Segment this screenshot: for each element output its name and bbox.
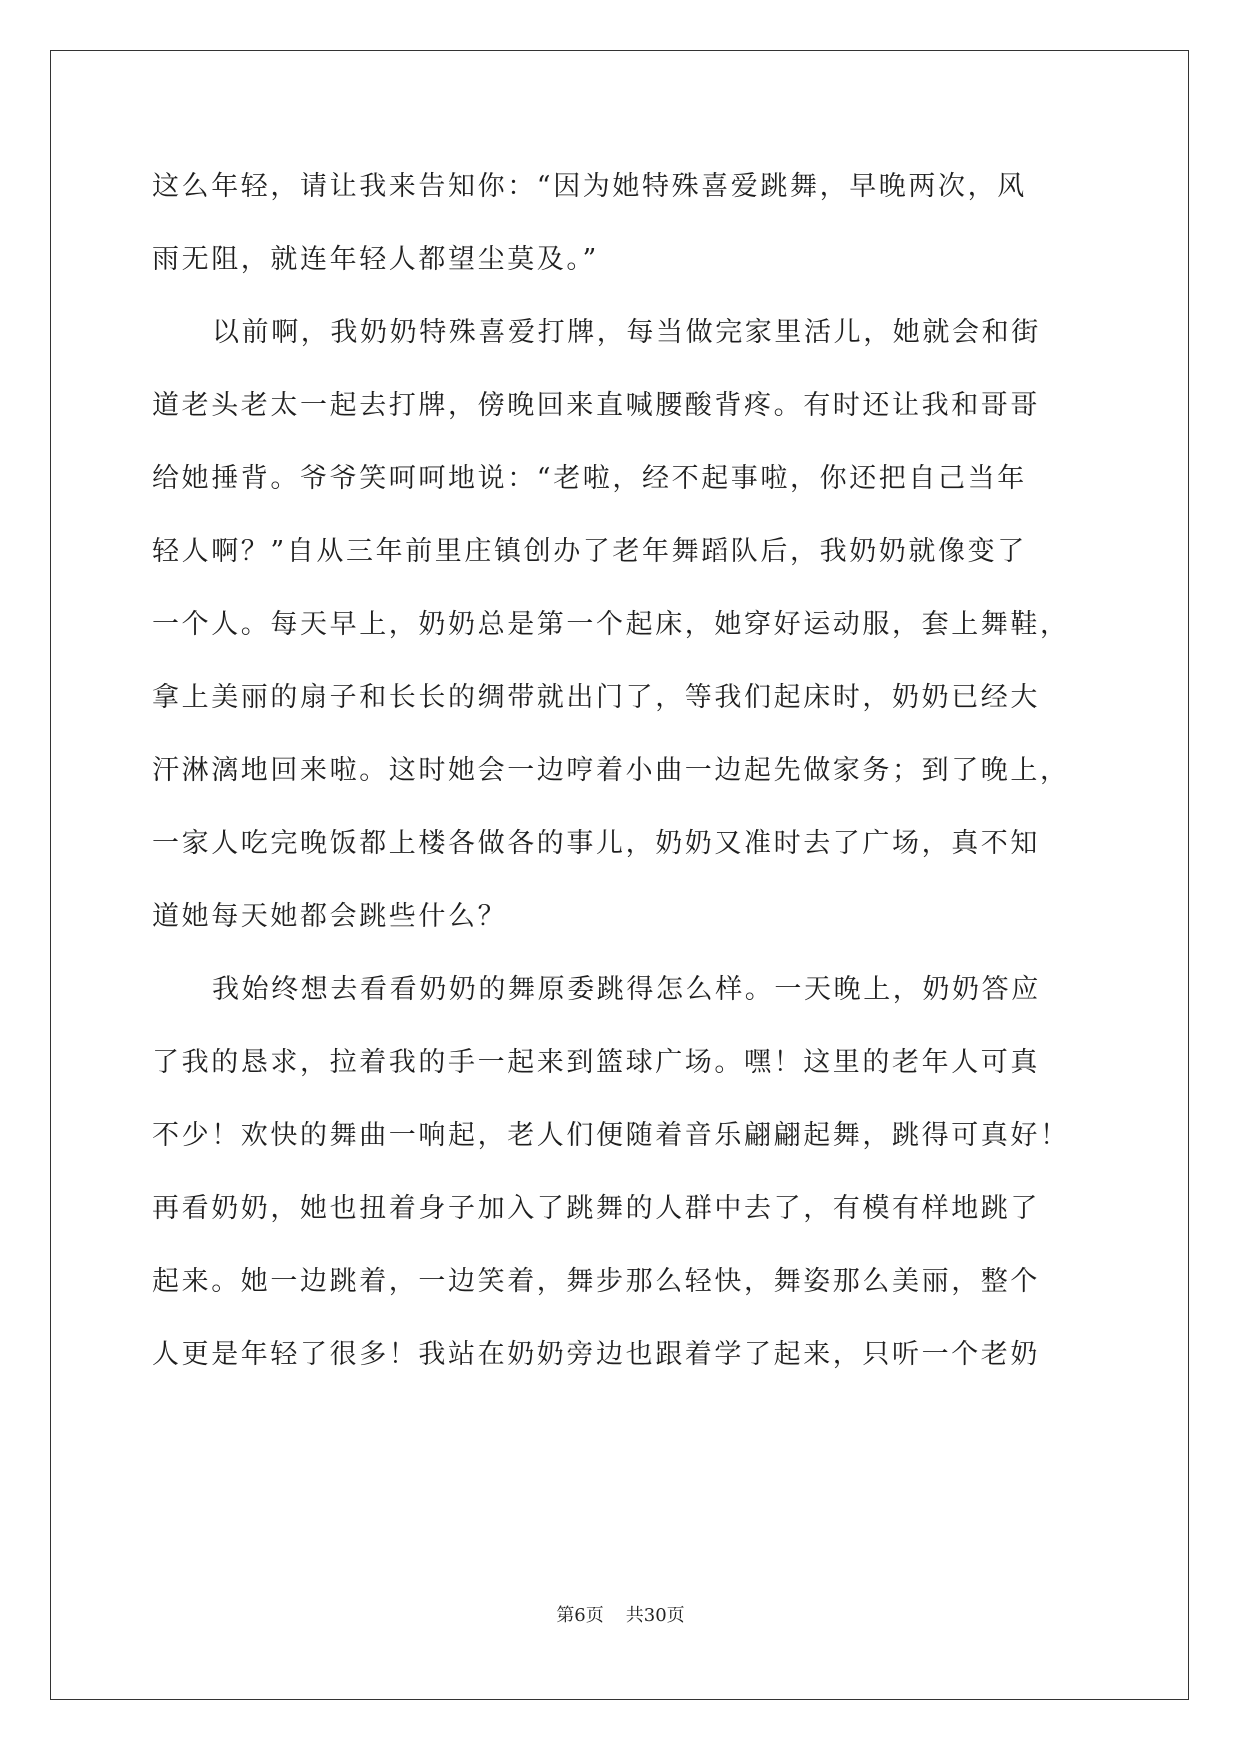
page-number: 第6页 <box>556 1605 604 1626</box>
text-line: 轻人啊？”自从三年前里庄镇创办了老年舞蹈队后，我奶奶就像变了 <box>152 536 1027 567</box>
text-line: 一个人。每天早上，奶奶总是第一个起床，她穿好运动服，套上舞鞋， <box>152 609 1070 640</box>
text-line: 一家人吃完晚饭都上楼各做各的事儿，奶奶又准时去了广场，真不知 <box>152 828 1040 859</box>
text-line: 我始终想去看看奶奶的舞原委跳得怎么样。一天晚上，奶奶答应 <box>212 974 1041 1005</box>
text-line: 人更是年轻了很多！我站在奶奶旁边也跟着学了起来，只听一个老奶 <box>152 1339 1040 1370</box>
text-line: 道她每天她都会跳些什么？ <box>152 901 508 932</box>
text-line: 雨无阻，就连年轻人都望尘莫及。” <box>152 244 599 275</box>
text-line: 给她捶背。爷爷笑呵呵地说：“老啦，经不起事啦，你还把自己当年 <box>152 463 1027 494</box>
page-total: 共30页 <box>625 1605 685 1626</box>
text-line: 汗淋漓地回来啦。这时她会一边哼着小曲一边起先做家务；到了晚上， <box>152 755 1070 786</box>
text-line: 不少！欢快的舞曲一响起，老人们便随着音乐翩翩起舞，跳得可真好！ <box>152 1120 1070 1151</box>
text-line: 拿上美丽的扇子和长长的绸带就出门了，等我们起床时，奶奶已经大 <box>152 682 1040 713</box>
text-line: 起来。她一边跳着，一边笑着，舞步那么轻快，舞姿那么美丽，整个 <box>152 1266 1040 1297</box>
text-line: 道老头老太一起去打牌，傍晚回来直喊腰酸背疼。有时还让我和哥哥 <box>152 390 1040 421</box>
text-line: 了我的恳求，拉着我的手一起来到篮球广场。嘿！这里的老年人可真 <box>152 1047 1040 1078</box>
page-border <box>50 50 1189 1700</box>
text-line: 再看奶奶，她也扭着身子加入了跳舞的人群中去了，有模有样地跳了 <box>152 1193 1040 1224</box>
text-line: 这么年轻，请让我来告知你：“因为她特殊喜爱跳舞，早晚两次，风 <box>152 171 1027 202</box>
text-line: 以前啊，我奶奶特殊喜爱打牌，每当做完家里活儿，她就会和街 <box>212 317 1041 348</box>
page-footer <box>0 1604 1241 1628</box>
